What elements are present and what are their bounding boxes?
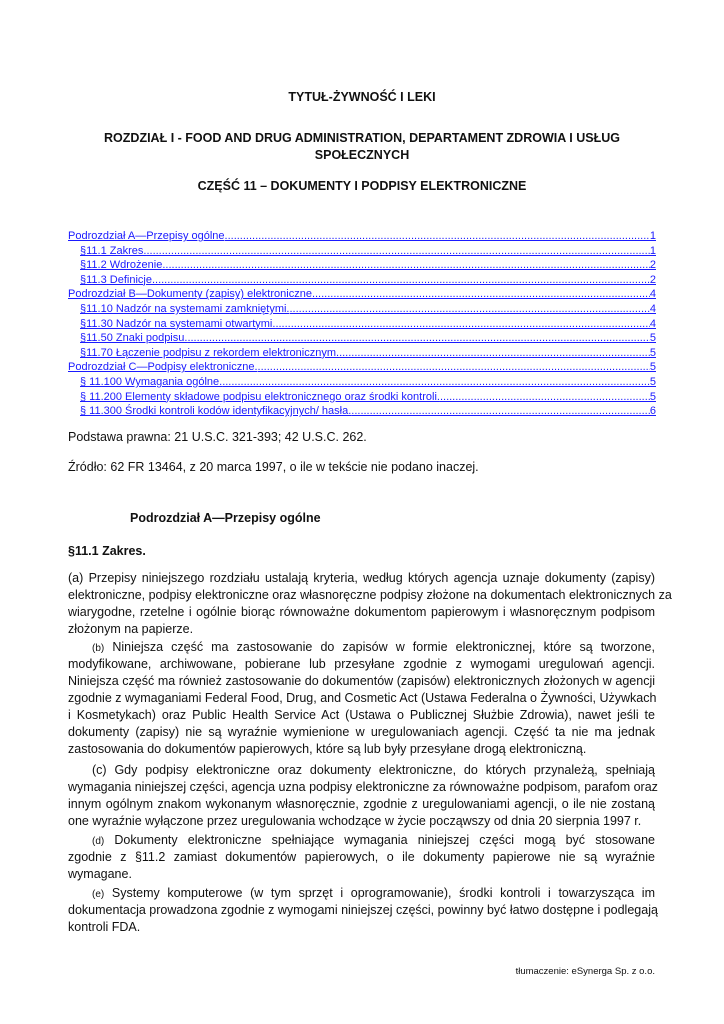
paragraph-line: zgodnie z wymaganiami Federal Food, Drug, and Cosmetic Act (Ustawa Federalna o Żywności, Używkach xyxy=(68,691,657,705)
paragraph-line: zastosowania do dokumentów papierowych, które są lub były przesyłane drogą elektroniczną. xyxy=(68,742,587,756)
paragraph-e xyxy=(68,885,658,936)
paragraph-line: (d) Dokumenty elektroniczne spełniające wymagania niniejszej części mogą być stosowane xyxy=(92,833,655,847)
paragraph-line: (c) Gdy podpisy elektroniczne oraz dokumenty elektroniczne, do których przynależą, spełniają xyxy=(92,763,655,777)
toc-link-section-11-70[interactable]: §11.70 Łączenie podpisu z rekordem elektronicznym. ..... 5 xyxy=(68,346,656,361)
paragraph-line: Niniejsza część ma również zastosowanie do dokumentów (zapisów) elektronicznych złożonych w agencji xyxy=(68,674,655,688)
paragraph-c xyxy=(68,762,658,830)
toc-link-subchapter-c[interactable]: Podrozdział C—Podpisy elektroniczne. ..... 5 xyxy=(68,360,656,375)
toc-link-section-11-30[interactable]: §11.30 Nadzór na systemami otwartymi. ..... 4 xyxy=(68,317,656,332)
paragraph-line: modyfikowane, archiwowane, pobierane lub przesyłane zgodnie z wymogami uregulowań agencji. xyxy=(68,657,655,671)
part-title: CZĘŚĆ 11 – DOKUMENTY I PODPISY ELEKTRONICZNE xyxy=(197,179,527,193)
paragraph-line: wymagane. xyxy=(68,867,132,881)
document-title: TYTUŁ-ŻYWNOŚĆ I LEKI xyxy=(288,90,436,104)
paragraph-line: wymagania niniejszej części, agencja uzna podpisy elektroniczne za równoważne podpisom, parafom oraz xyxy=(68,780,658,794)
paragraph-line: wiarygodne, rzetelne i ogólnie biorąc równoważne dokumentom papierowym i własnoręcznym podpisom xyxy=(68,605,655,619)
toc-link-subchapter-b[interactable]: Podrozdział B—Dokumenty (zapisy) elektroniczne ..... 4 xyxy=(68,287,656,302)
paragraph-line: kontroli FDA. xyxy=(68,920,141,934)
legal-basis: Podstawa prawna: 21 U.S.C. 321-393; 42 U.S.C. 262. xyxy=(68,430,367,444)
paragraph-line: one wyraźnie wyłączone przez uregulowania wchodzące w życie począwszy od dnia 20 sierpnia 1997 r. xyxy=(68,814,642,828)
paragraph-a xyxy=(68,570,672,638)
toc-link-section-11-100[interactable]: § 11.100 Wymagania ogólne. ..... 5 xyxy=(68,375,656,390)
toc-link-section-11-300[interactable]: § 11.300 Środki kontroli kodów identyfikacyjnych/ hasła. ..... 6 xyxy=(68,404,656,419)
paragraph-line: (e) Systemy komputerowe (w tym sprzęt i oprogramowanie), środki kontroli i towarzysząca im xyxy=(92,886,655,900)
paragraph-line: złożonym na papierze. xyxy=(68,622,194,636)
chapter-title-line-1: ROZDZIAŁ I - FOOD AND DRUG ADMINISTRATION, DEPARTAMENT ZDROWIA I USŁUG xyxy=(104,131,620,145)
paragraph-line: i Kosmetykach) oraz Public Health Service Act (Ustawa o Publicznej Służbie Zdrowia), nawet jeśli te xyxy=(68,708,655,722)
toc-link-section-11-200[interactable]: § 11.200 Elementy składowe podpisu elektronicznego oraz środki kontroli. ..... 5 xyxy=(68,390,656,405)
toc-link-section-11-1[interactable]: §11.1 Zakres. ..... 1 xyxy=(68,244,656,259)
toc-link-section-11-10[interactable]: §11.10 Nadzór na systemami zamkniętymi. ..... 4 xyxy=(68,302,656,317)
toc-link-section-11-50[interactable]: §11.50 Znaki podpisu. ..... 5 xyxy=(68,331,656,346)
paragraph-marker: (d) xyxy=(92,836,105,847)
section-heading: §11.1 Zakres. xyxy=(68,544,146,558)
toc-link-section-11-3[interactable]: §11.3 Definicje. ..... 2 xyxy=(68,273,656,288)
table-of-contents xyxy=(68,229,656,419)
paragraph-line: dokumentacja prowadzona zgodnie z wymogami niniejszej części, powinny być łatwo dostępne i podlegają xyxy=(68,903,658,917)
paragraph-marker: (e) xyxy=(92,889,105,900)
paragraph-line: (a) Przepisy niniejszego rozdziału ustalają kryteria, według których agencja uznaje dokumenty (zapisy) xyxy=(68,571,655,585)
subchapter-heading: Podrozdział A—Przepisy ogólne xyxy=(130,511,321,525)
chapter-title-line-2: SPOŁECZNYCH xyxy=(314,148,410,162)
paragraph-line: innym ogólnym znakom wykonanym własnoręcznie, zgodnie z uregulowaniami agencji, o ile nie zostaną xyxy=(68,797,655,811)
paragraph-d xyxy=(68,832,655,883)
paragraph-line: dokumenty (zapisy) nie są wyraźnie wymienione w uregulowaniach agencji. Część ta nie ma jednak xyxy=(68,725,655,739)
paragraph-line: zgodnie z §11.2 zamiast dokumentów papierowych, o ile dokumenty papierowe nie są wyraźnie xyxy=(68,850,655,864)
paragraph-marker: (b) xyxy=(92,643,105,654)
source-note: Źródło: 62 FR 13464, z 20 marca 1997, o ile w tekście nie podano inaczej. xyxy=(68,460,479,474)
toc-link-section-11-2[interactable]: §11.2 Wdrożenie. ..... 2 xyxy=(68,258,656,273)
paragraph-line: (b) Niniejsza część ma zastosowanie do zapisów w formie elektronicznej, które są tworzone, xyxy=(92,640,655,654)
paragraph-line: elektroniczne, podpisy elektroniczne oraz własnoręczne podpisy złożone na dokumentach elektronicznych za xyxy=(68,588,672,602)
toc-link-subchapter-a[interactable]: Podrozdział A—Przepisy ogólne ..... 1 xyxy=(68,229,656,244)
translator-footer: tłumaczenie: eSynerga Sp. z o.o. xyxy=(515,966,655,977)
paragraph-b xyxy=(68,639,655,758)
